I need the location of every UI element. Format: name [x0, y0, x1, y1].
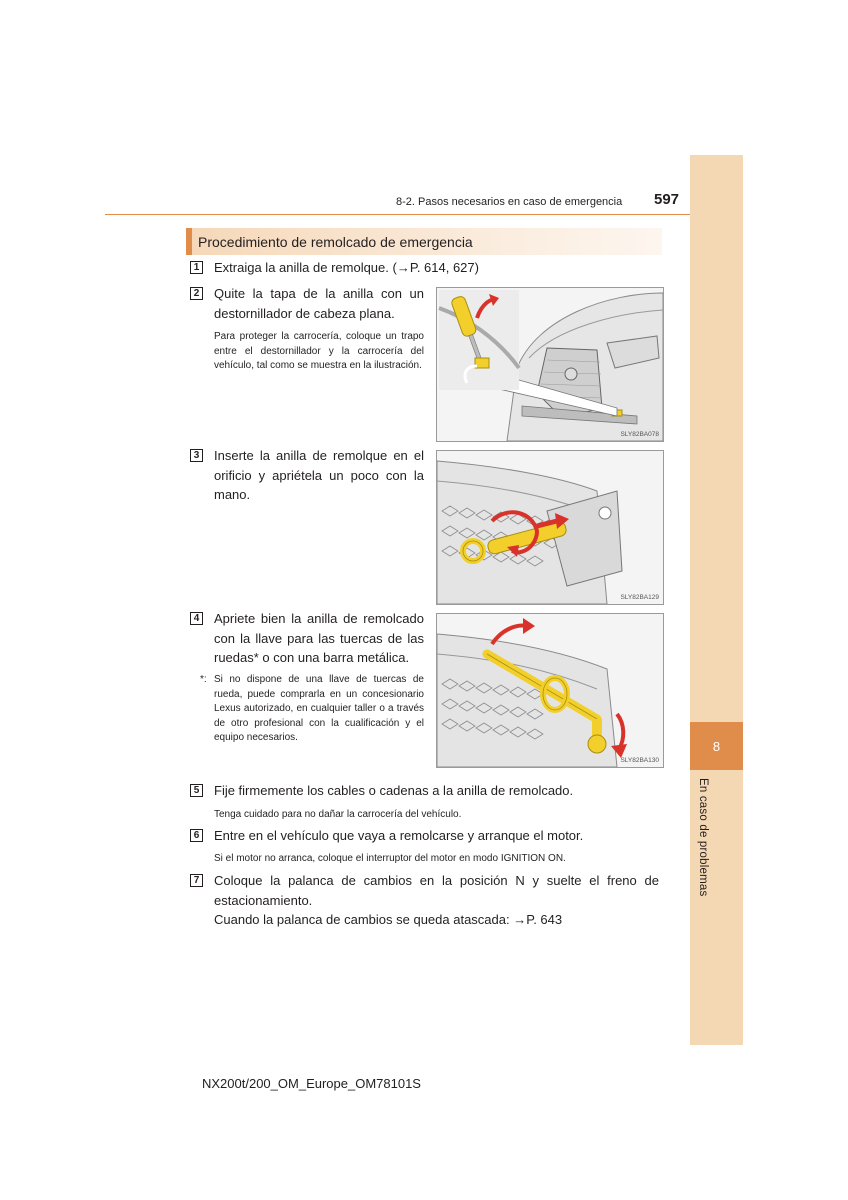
- step-4-number: 4: [190, 612, 203, 625]
- chapter-title: En caso de problemas: [697, 778, 709, 897]
- figure-insert-eyelet-illustration: [437, 451, 663, 604]
- section-title: [186, 228, 662, 255]
- step-1-number: 1: [190, 261, 203, 274]
- step-6-text: Entre en el vehículo que vaya a remolcarse y arranque el motor.: [214, 828, 584, 843]
- step-5-text: Fije firmemente los cables o cadenas a la anilla de remolcado.: [214, 783, 574, 798]
- figure-insert-eyelet-code: SLY82BA129: [620, 594, 659, 601]
- step-7-number: 7: [190, 874, 203, 887]
- chapter-side-tab: [690, 155, 743, 1045]
- figure-tighten-eyelet-code: SLY82BA130: [620, 757, 659, 764]
- figure-insert-eyelet: [436, 450, 664, 605]
- step-5-number: 5: [190, 784, 203, 797]
- step-4-footnote: Si no dispone de una llave de tuercas de rueda, puede comprarla en un concesionario Lexus autorizado, en cualquier taller o a través de otro profesional con la cualificación y el equipo necesarios.: [214, 674, 424, 743]
- section-title-text: Procedimiento de remolcado de emergencia: [198, 233, 473, 250]
- figure-remove-cap-illustration: [437, 288, 663, 441]
- figure-tighten-eyelet-illustration: [437, 614, 663, 767]
- step-7-text-2: Cuando la palanca de cambios se queda atascada: →P. 643: [214, 912, 563, 927]
- step-4-text: Apriete bien la anilla de remolcado con la llave para las tuercas de las ruedas* o con una barra metálica.: [214, 611, 424, 665]
- step-5-note: Tenga cuidado para no dañar la carrocería del vehículo.: [214, 809, 462, 820]
- step-6-note: Si el motor no arranca, coloque el interruptor del motor en modo IGNITION ON.: [214, 853, 566, 864]
- header-rule: [105, 214, 690, 215]
- step-1-text: Extraiga la anilla de remolque. (→P. 614, 627): [214, 260, 479, 275]
- footer-doc-code: NX200t/200_OM_Europe_OM78101S: [202, 1076, 421, 1091]
- figure-remove-cap: [436, 287, 664, 442]
- chapter-number: 8: [690, 722, 743, 770]
- step-6-number: 6: [190, 829, 203, 842]
- step-2-text: Quite la tapa de la anilla con un destornillador de cabeza plana.: [214, 286, 424, 321]
- page-number: 597: [654, 191, 680, 208]
- step-3-number: 3: [190, 449, 203, 462]
- figure-tighten-eyelet: [436, 613, 664, 768]
- step-4-footnote-marker: *:: [200, 674, 207, 685]
- step-2-note: Para proteger la carrocería, coloque un trapo entre el destornillador y la carrocería del vehículo, tal como se muestra en la ilustración.: [214, 331, 424, 371]
- figure-remove-cap-code: SLY82BA078: [620, 431, 659, 438]
- step-2-number: 2: [190, 287, 203, 300]
- step-3-text: Inserte la anilla de remolque en el orificio y apriétela un poco con la mano.: [214, 448, 424, 502]
- step-7-text: Coloque la palanca de cambios en la posición N y suelte el freno de estacionamiento.: [214, 873, 659, 908]
- header-section-title: 8-2. Pasos necesarios en caso de emergencia: [396, 196, 623, 208]
